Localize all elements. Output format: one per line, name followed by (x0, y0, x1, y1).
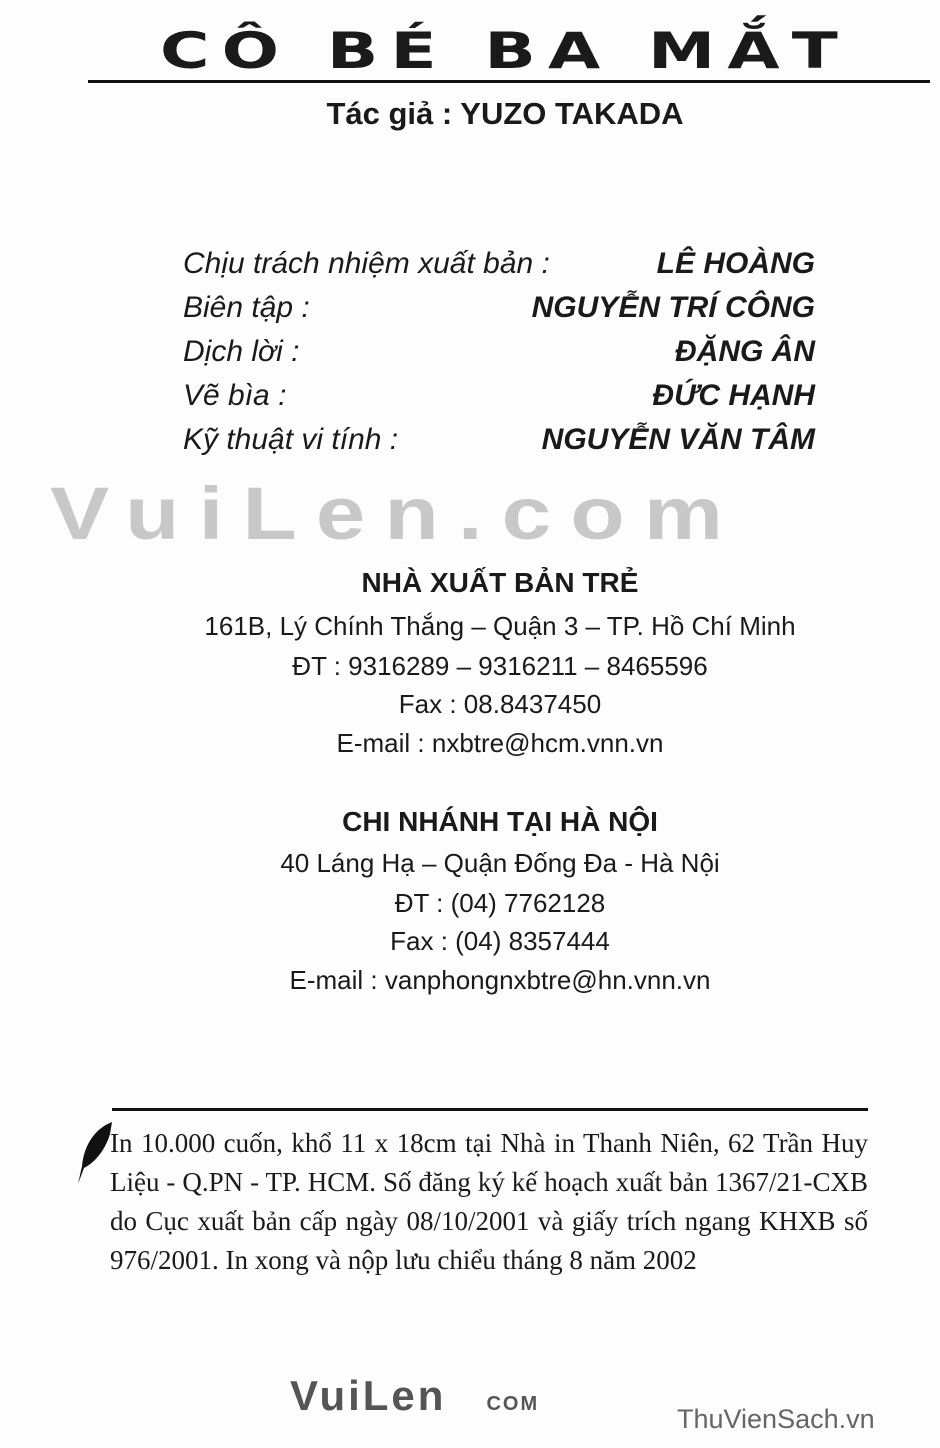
credit-label: Vẽ bìa : (183, 379, 287, 412)
book-title: CÔ BÉ BA MẮT (160, 22, 850, 80)
author-name: YUZO TAKADA (460, 96, 684, 131)
branch-address: 40 Láng Hạ – Quận Đống Đa - Hà Nội (280, 848, 720, 878)
vuilen-logo (290, 1372, 539, 1420)
author-label: Tác giả : (326, 96, 453, 131)
credit-value: LÊ HOÀNG (656, 247, 815, 280)
colophon-text: In 10.000 cuốn, khổ 11 x 18cm tại Nhà in Thanh Niên, 62 Trần Huy Liệu - Q.PN - TP. HCM. Số đăng ký kế hoạch xuất bản 1367/21-CXB do Cục xuất bản cấp ngày 08/10/2001 và giấy trích ngang KHXB số 976/2001. In xong và nộp lưu chiểu tháng 8 năm 2002 (110, 1128, 868, 1275)
publisher-fax: Fax : 08.8437450 (398, 689, 602, 719)
branch-fax: Fax : (04) 8357444 (390, 926, 610, 956)
publisher-address: 161B, Lý Chính Thắng – Quận 3 – TP. Hồ Chí Minh (204, 611, 796, 641)
logo-text: VuiLen (290, 1372, 447, 1419)
credit-row (183, 246, 815, 282)
author-line (0, 96, 940, 132)
title-divider (88, 80, 930, 83)
publisher-email: E-mail : nxbtre@hcm.vnn.vn (336, 728, 664, 758)
credit-value: ĐẶNG ÂN (675, 335, 815, 368)
logo-suffix: COM (486, 1393, 540, 1415)
publisher-name: NHÀ XUẤT BẢN TRẺ (361, 567, 639, 598)
credit-label: Chịu trách nhiệm xuất bản : (183, 247, 550, 280)
watermark: VuiLen.com (50, 474, 742, 554)
credit-value: NGUYỄN VĂN TÂM (541, 423, 815, 456)
credit-label: Kỹ thuật vi tính : (183, 423, 399, 456)
credit-row (183, 378, 815, 414)
credit-label: Biên tập : (183, 291, 310, 324)
colophon-divider (112, 1108, 868, 1111)
publisher-phone: ĐT : 9316289 – 9316211 – 8465596 (292, 651, 708, 681)
credit-value: ĐỨC HẠNH (652, 379, 815, 412)
branch-email: E-mail : vanphongnxbtre@hn.vnn.vn (289, 965, 711, 995)
credit-label: Dịch lời : (183, 335, 300, 368)
credit-row (183, 422, 815, 458)
branch-name: CHI NHÁNH TẠI HÀ NỘI (342, 806, 658, 837)
credit-row (183, 334, 815, 370)
credit-row (183, 290, 815, 326)
branch-phone: ĐT : (04) 7762128 (394, 888, 606, 918)
site-watermark: ThuVienSach.vn (677, 1404, 875, 1434)
credit-value: NGUYỄN TRÍ CÔNG (531, 291, 815, 324)
